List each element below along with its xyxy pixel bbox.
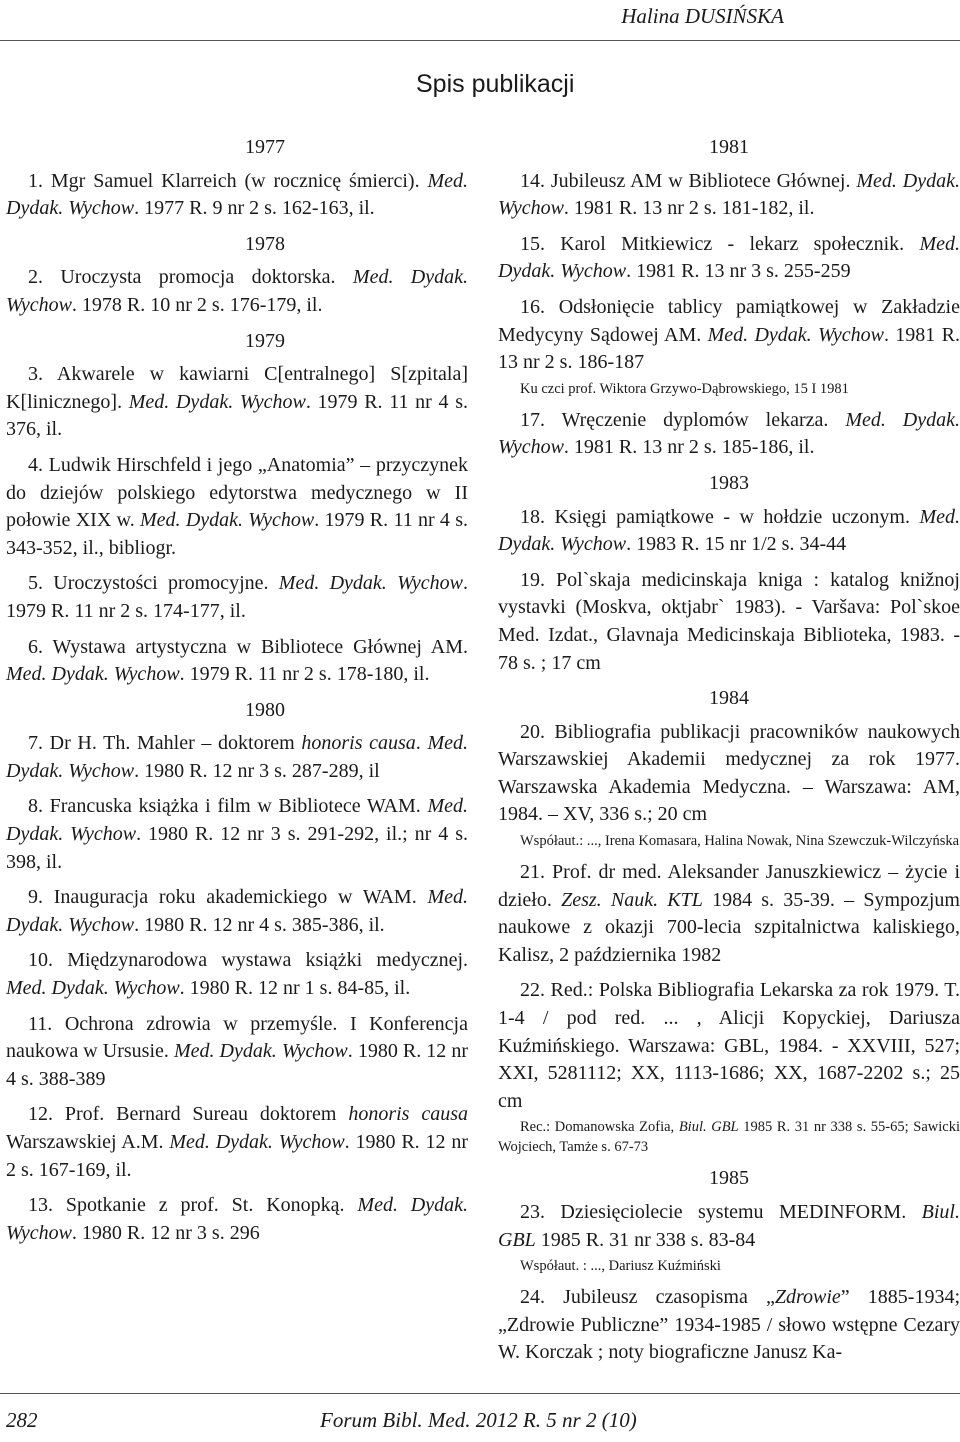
entry-note: Ku czci prof. Wiktora Grzywo-Dąbrowskiego, 15 I 1981 xyxy=(520,380,849,397)
page-number: 282 xyxy=(6,1408,38,1432)
year-heading: 1983 xyxy=(709,471,749,494)
publication-entry: 22. Red.: Polska Bibliografia Lekarska za rok 1979. T. 1-4 / pod red. ... , Alicji Kopyckiej, Dariusza Kuźmińskiego. Warszawa: GBL, 1984. - XXVIII, 527; XXI, 5281112; XX, 1113-1686; XX, 1687-2202 s.; 25 cm xyxy=(498,979,960,1112)
publication-entry: 9. Inauguracja roku akademickiego w WAM. Med. Dydak. Wychow. 1980 R. 12 nr 4 s. 385-386, il. xyxy=(6,886,468,936)
header-rule xyxy=(0,40,960,41)
year-heading: 1981 xyxy=(709,136,749,158)
publication-entry: 19. Pol`skaja medicinskaja kniga : katalog knižnoj vystavki (Moskva, oktjabr` 1983). - Varšava: Pol`skoe Med. Izdat., Glavnaja Medicinskaja Biblioteka, 1983. - 78 s. ; 17 cm xyxy=(498,568,960,674)
year-heading: 1978 xyxy=(245,232,285,255)
year-heading: 1977 xyxy=(245,136,285,158)
publication-entry: 3. Akwarele w kawiarni C[entralnego] S[zpitala] K[linicznego]. Med. Dydak. Wychow. 1979 R. 11 nr 4 s. 376, il. xyxy=(6,363,468,441)
publication-entry: 5. Uroczystości promocyjne. Med. Dydak. Wychow. 1979 R. 11 nr 2 s. 174-177, il. xyxy=(6,572,468,622)
year-heading: 1984 xyxy=(709,687,749,710)
publication-entry: 16. Odsłonięcie tablicy pamiątkowej w Zakładzie Medycyny Sądowej AM. Med. Dydak. Wychow. 1981 R. 13 nr 2 s. 186-187 xyxy=(498,295,960,374)
right-column xyxy=(498,134,960,1375)
publication-entry: 24. Jubileusz czasopisma „Zdrowie” 1885-1934; „Zdrowie Publiczne” 1934-1985 / słowo wstępne Cezary W. Korczak ; noty biograficzne Janusz Ka- xyxy=(498,1286,960,1364)
year-heading: 1985 xyxy=(709,1167,749,1190)
publication-entry: 23. Dziesięciolecie systemu MEDINFORM. Biul. GBL 1985 R. 31 nr 338 s. 83-84 xyxy=(498,1201,960,1251)
section-title: Spis publikacji xyxy=(416,70,575,98)
publication-entry: 13. Spotkanie z prof. St. Konopką. Med. Dydak. Wychow. 1980 R. 12 nr 3 s. 296 xyxy=(6,1194,469,1244)
entry-note: Współaut.: ..., Irena Komasara, Halina Nowak, Nina Szewczuk-Wilczyńska xyxy=(520,833,960,850)
left-column xyxy=(6,134,468,1255)
publication-entry: 11. Ochrona zdrowia w przemyśle. I Konferencja naukowa w Ursusie. Med. Dydak. Wychow. 1980 R. 12 nr 4 s. 388-389 xyxy=(6,1012,469,1090)
year-heading: 1980 xyxy=(245,698,285,721)
publication-entry: 15. Karol Mitkiewicz - lekarz społecznik. Med. Dydak. Wychow. 1981 R. 13 nr 3 s. 255-259 xyxy=(498,232,960,283)
publication-entry: 4. Ludwik Hirschfeld i jego „Anatomia” – przyczynek do dziejów polskiego edytorstwa medycznego w II połowie XIX w. Med. Dydak. Wychow. 1979 R. 11 nr 4 s. 343-352, il., bibliogr. xyxy=(6,453,469,559)
year-heading: 1979 xyxy=(245,329,285,352)
publication-entry: 6. Wystawa artystyczna w Bibliotece Głównej AM. Med. Dydak. Wychow. 1979 R. 11 nr 2 s. 178-180, il. xyxy=(6,635,468,686)
publication-entry: 7. Dr H. Th. Mahler – doktorem honoris causa. Med. Dydak. Wychow. 1980 R. 12 nr 3 s. 287-289, il xyxy=(6,732,468,782)
publication-entry: 20. Bibliografia publikacji pracowników naukowych Warszawskiej Akademii medycznej za rok 1977. Warszawska Akademia Medyczna. – Warszawa: AM, 1984. – XV, 336 s.; 20 cm xyxy=(498,720,960,826)
journal-citation: Forum Bibl. Med. 2012 R. 5 nr 2 (10) xyxy=(320,1408,637,1432)
publication-entry: 10. Międzynarodowa wystawa książki medycznej. Med. Dydak. Wychow. 1980 R. 12 nr 1 s. 84-85, il. xyxy=(6,949,468,1000)
entry-note: Współaut. : ..., Dariusz Kuźmiński xyxy=(520,1258,721,1275)
publication-entry: 8. Francuska książka i film w Bibliotece WAM. Med. Dydak. Wychow. 1980 R. 12 nr 3 s. 291-292, il.; nr 4 s. 398, il. xyxy=(6,795,468,873)
publication-entry: 1. Mgr Samuel Klarreich (w rocznicę śmierci). Med. Dydak. Wychow. 1977 R. 9 nr 2 s. 162-163, il. xyxy=(6,169,468,220)
publication-entry: 14. Jubileusz AM w Bibliotece Głównej. Med. Dydak. Wychow. 1981 R. 13 nr 2 s. 181-182, il. xyxy=(498,169,960,220)
publication-entry: 2. Uroczysta promocja doktorska. Med. Dydak. Wychow. 1978 R. 10 nr 2 s. 176-179, il. xyxy=(6,266,468,316)
publication-entry: 12. Prof. Bernard Sureau doktorem honoris causa Warszawskiej A.M. Med. Dydak. Wychow. 1980 R. 12 nr 2 s. 167-169, il. xyxy=(6,1103,468,1181)
publication-entry: 18. Księgi pamiątkowe - w hołdzie uczonym. Med. Dydak. Wychow. 1983 R. 15 nr 1/2 s. 34-44 xyxy=(498,505,960,556)
running-header-author: Halina DUSIŃSKA xyxy=(621,4,784,28)
publication-entry: 17. Wręczenie dyplomów lekarza. Med. Dydak. Wychow. 1981 R. 13 nr 2 s. 185-186, il. xyxy=(498,408,960,459)
publication-entry: 21. Prof. dr med. Aleksander Januszkiewicz – życie i dzieło. Zesz. Nauk. KTL 1984 s. 35-39. – Sympozjum naukowe z okazji 700-lecia szpitalnictwa kaliskiego, Kalisz, 2 października 1982 xyxy=(498,861,960,966)
footer-rule xyxy=(0,1393,960,1394)
entry-note: Rec.: Domanowska Zofia, Biul. GBL 1985 R. 31 nr 338 s. 55-65; Sawicki Wojciech, Tamże s. 67-73 xyxy=(498,1119,960,1156)
